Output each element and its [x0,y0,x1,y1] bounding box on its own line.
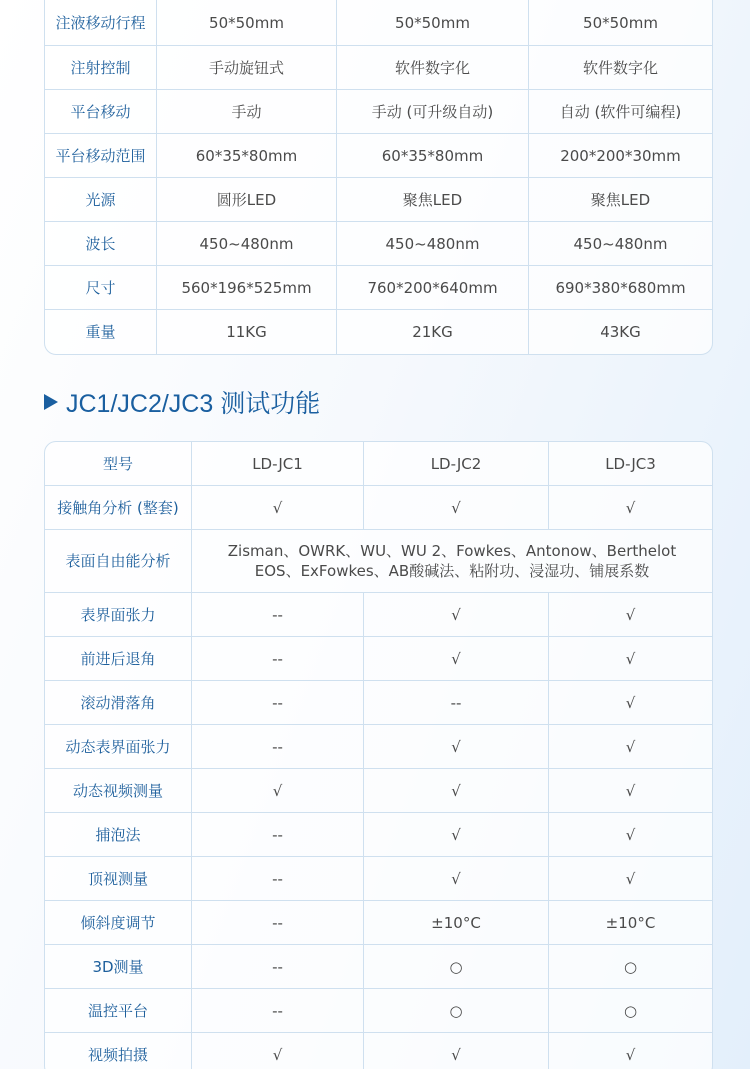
table-row [45,222,712,266]
row-label: 滚动滑落角 [45,681,192,725]
table-cell: 760*200*640mm [337,266,529,310]
table-row [45,1033,712,1069]
table-cell: ±10°C [364,901,549,945]
sfe-line-1: Zisman、OWRK、WU、WU 2、Fowkes、Antonow、Berthelot [227,542,677,560]
table-cell: 50*50mm [157,0,337,46]
table-cell: √ [549,857,712,901]
table-cell: √ [364,857,549,901]
table-cell: 圆形LED [157,178,337,222]
table-cell: √ [364,769,549,813]
table-cell: √ [364,637,549,681]
row-label: 注射控制 [45,46,157,90]
table-cell: 自动 (软件可编程) [529,90,712,134]
row-label: 视频拍摄 [45,1033,192,1069]
table-cell: -- [192,593,364,637]
row-label: 接触角分析 (整套) [45,486,192,530]
table-cell: √ [364,813,549,857]
table-row [45,901,712,945]
table-cell: 560*196*525mm [157,266,337,310]
row-label: 温控平台 [45,989,192,1033]
table-row [45,593,712,637]
row-label: 波长 [45,222,157,266]
table-cell: 60*35*80mm [337,134,529,178]
row-label: 表面自由能分析 [45,530,192,593]
table-cell: √ [549,725,712,769]
row-label: 顶视测量 [45,857,192,901]
table-cell: 聚焦LED [337,178,529,222]
table-row [45,530,712,593]
table-cell: -- [192,637,364,681]
section-title [44,384,320,420]
table-cell: √ [192,486,364,530]
table-row [45,989,712,1033]
table-cell: √ [549,681,712,725]
table-row [45,310,712,354]
table-row [45,681,712,725]
table-cell: √ [549,769,712,813]
row-label: 倾斜度调节 [45,901,192,945]
table-row [45,90,712,134]
table-cell: -- [192,725,364,769]
sfe-line-2: EOS、ExFowkes、AB酸碱法、粘附功、浸湿功、铺展系数 [254,562,650,580]
table-cell: 手动 [157,90,337,134]
table-cell: 43KG [600,323,641,341]
table-cell: 450~480nm [529,222,712,266]
row-label: 注液移动行程 [45,0,157,46]
table-cell: √ [549,593,712,637]
table-cell: 450~480nm [337,222,529,266]
table-cell: √ [549,637,712,681]
table-cell: 450~480nm [157,222,337,266]
table-cell: ○ [549,945,712,989]
table-row [45,637,712,681]
row-label: 动态表界面张力 [45,725,192,769]
table-cell: 手动旋钮式 [157,46,337,90]
table-header-row [45,442,712,486]
triangle-icon [44,394,58,410]
row-label: 重量 [45,310,157,354]
row-label: 尺寸 [45,266,157,310]
table-cell: -- [364,681,549,725]
header-cell: LD-JC2 [364,442,549,486]
table-row [45,46,712,90]
table-cell: 11KG [157,310,337,354]
table-cell: √ [364,1033,549,1069]
table-row [45,134,712,178]
row-label: 3D测量 [45,945,192,989]
table-row [45,178,712,222]
table-cell: -- [192,901,364,945]
row-label: 表界面张力 [45,593,192,637]
table-cell: 50*50mm [337,0,529,46]
table-cell: √ [364,725,549,769]
function-table [44,441,713,1069]
table-cell: ○ [364,989,549,1033]
table-cell: √ [364,486,549,530]
table-cell: √ [192,1033,364,1069]
table-cell: -- [192,945,364,989]
table-cell: 60*35*80mm [157,134,337,178]
table-cell: ±10°C [549,901,712,945]
table-cell: 690*380*680mm [529,266,712,310]
row-label: 光源 [45,178,157,222]
row-label: 平台移动范围 [45,134,157,178]
table-cell: 50*50mm [529,0,712,46]
table-cell: 手动 (可升级自动) [337,90,529,134]
table-row [45,486,712,530]
table-cell: -- [192,681,364,725]
table-cell: ○ [549,989,712,1033]
row-label: 前进后退角 [45,637,192,681]
header-cell: LD-JC1 [192,442,364,486]
table-row [45,725,712,769]
table-row [45,769,712,813]
row-label: 平台移动 [45,90,157,134]
table-cell: √ [192,769,364,813]
table-cell: -- [192,989,364,1033]
table-cell: 软件数字化 [337,46,529,90]
table-cell: -- [192,813,364,857]
table-cell: ○ [364,945,549,989]
table-cell: 软件数字化 [529,46,712,90]
spec-table [44,0,713,355]
table-cell: √ [549,486,712,530]
table-row [45,945,712,989]
table-cell: √ [364,593,549,637]
table-cell: 聚焦LED [529,178,712,222]
header-label: 型号 [45,442,192,486]
table-cell: -- [192,857,364,901]
table-cell: √ [625,1046,636,1064]
row-label: 动态视频测量 [45,769,192,813]
table-cell: 200*200*30mm [529,134,712,178]
section-title-text: JC1/JC2/JC3 测试功能 [66,390,321,418]
header-cell: LD-JC3 [549,442,712,486]
row-label: 捕泡法 [45,813,192,857]
table-cell: 21KG [337,310,529,354]
sfe-methods-cell [192,530,712,593]
table-row [45,813,712,857]
table-row [45,857,712,901]
table-cell: √ [549,813,712,857]
table-row [45,0,712,46]
table-row [45,266,712,310]
